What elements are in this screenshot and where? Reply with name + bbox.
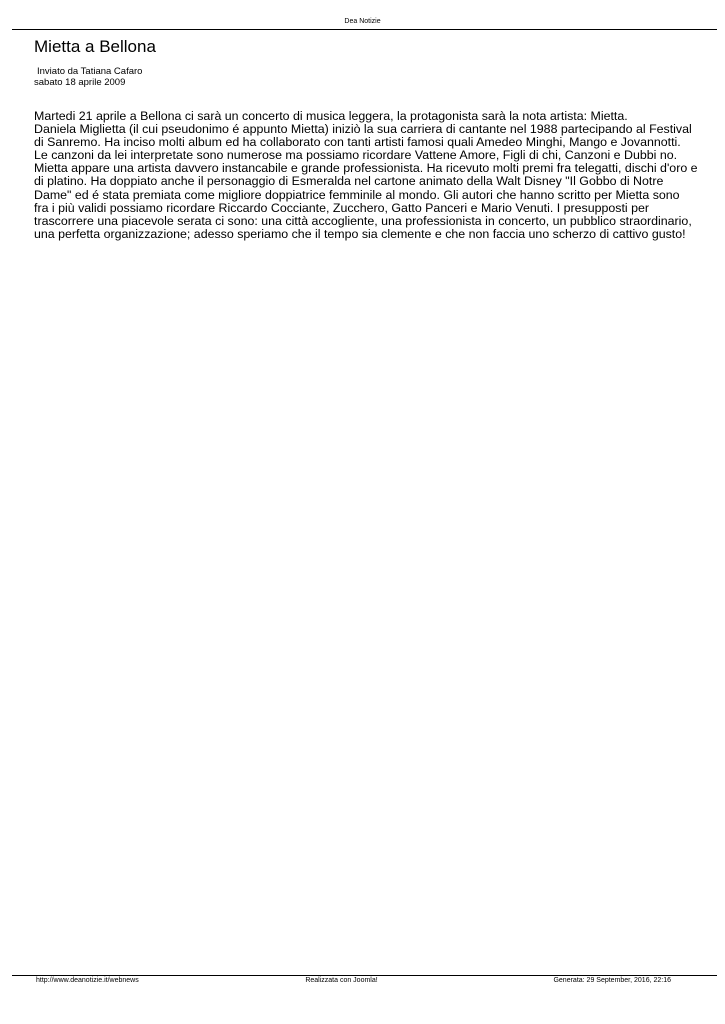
article-title: Mietta a Bellona xyxy=(34,37,156,56)
site-name-header: Dea Notizie xyxy=(344,18,381,25)
article-line: una perfetta organizzazione; adesso speriamo che il tempo sia clemente e che non faccia uno scherzo di cattivo gusto! xyxy=(34,226,686,241)
article-line: di Sanremo. Ha inciso molti album ed ha collaborato con tanti artisti famosi quali Amedeo Minghi, Mango e Jovannotti. xyxy=(34,135,681,150)
footer-credit: Realizzata con Joomla! xyxy=(305,977,378,984)
article-line: Dame" ed é stata premiata come migliore doppiatrice femminile al mondo. Gli autori che hanno scritto per Mietta sono xyxy=(34,187,680,202)
article-author: Inviato da Tatiana Cafaro xyxy=(37,66,143,77)
article-line: fra i più validi possiamo ricordare Riccardo Cocciante, Zucchero, Gatto Panceri e Mario Venuti. I presupposti per xyxy=(34,200,649,215)
article-date: sabato 18 aprile 2009 xyxy=(34,77,126,88)
article-line: Daniela Miglietta (il cui pseudonimo é appunto Mietta) iniziò la sua carriera di cantante nel 1988 partecipando al Festival xyxy=(34,122,692,137)
footer-generated-timestamp: Generata: 29 September, 2016, 22:16 xyxy=(553,977,671,984)
header-divider xyxy=(12,29,717,30)
article-body xyxy=(34,110,724,241)
footer-url-link[interactable]: http://www.deanotizie.it/webnews xyxy=(36,977,139,984)
article-line: trascorrere una piacevole serata ci sono: una città accogliente, una professionista in concerto, un pubblico straordinario, xyxy=(34,213,692,228)
article-line: di platino. Ha doppiato anche il personaggio di Esmeralda nel cartone animato della Walt Disney "Il Gobbo di Notre xyxy=(34,174,664,189)
article-line: Martedi 21 aprile a Bellona ci sarà un concerto di musica leggera, la protagonista sarà la nota artista: Mietta. xyxy=(34,109,628,123)
article-line: Le canzoni da lei interpretate sono numerose ma possiamo ricordare Vattene Amore, Figli di chi, Canzoni e Dubbi no. xyxy=(34,148,678,163)
article-line: Mietta appare una artista davvero instancabile e grande professionista. Ha ricevuto molti premi fra telegatti, dischi d'oro e xyxy=(34,161,698,176)
